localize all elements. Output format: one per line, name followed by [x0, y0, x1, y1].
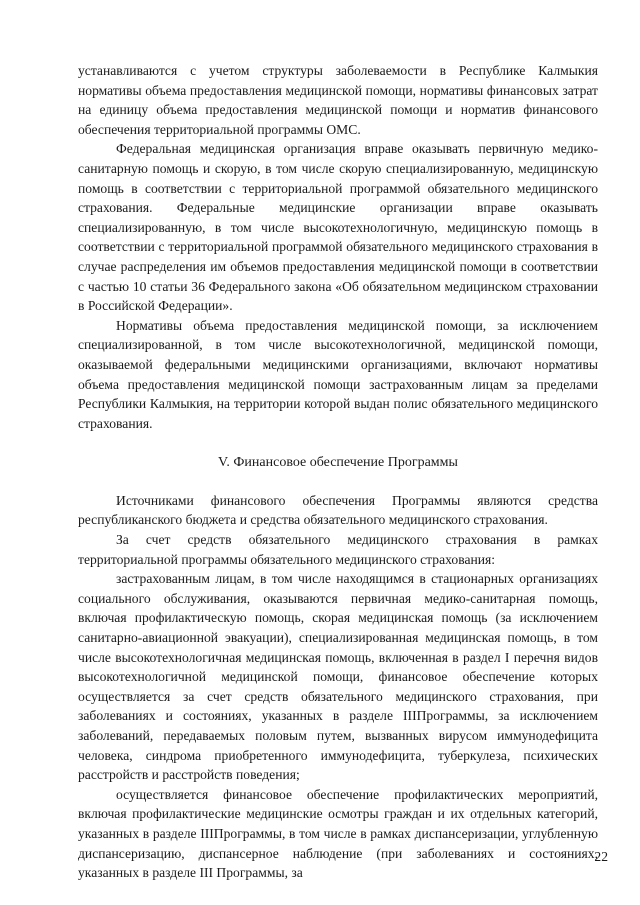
- paragraph: Нормативы объема предоставления медицинской помощи, за исключением специализированной, в том числе высокотехнологичной, медицинской помощи, оказываемой федеральными медицинскими организациями, включают нормативы объема предоставления медицинской помощи застрахованным лицам за пределами Республики Калмыкия, на территории которой выдан полис обязательного медицинского страхования.: [78, 317, 598, 431]
- paragraph: Источниками финансового обеспечения Программы являются средства республиканского бюджета и средства обязательного медицинского страхования.: [78, 492, 598, 528]
- page-body: [78, 61, 598, 883]
- paragraph: Федеральная медицинская организация вправе оказывать первичную медико-санитарную помощь и скорую, в том числе скорую специализированную, медицинскую помощь в соответствии с территориальной программой обязательного медицинского страхования. Федеральные медицинские организации вправе оказывать специализированную, в том числе высокотехнологичную, медицинскую помощь в соответствии с территориальной программой обязательного медицинского страхования в случае распределения им объемов предоставления медицинской помощи в соответствии с частью 10 статьи 36 Федерального закона «Об обязательном медицинском страховании в Российской Федерации».: [78, 141, 598, 314]
- section-heading: V. Финансовое обеспечение Программы: [218, 455, 458, 471]
- paragraph: устанавливаются с учетом структуры заболеваемости в Республике Калмыкия нормативы объема предоставления медицинской помощи, нормативы финансовых затрат на единицу объема предоставления медицинской помощи и норматив финансового обеспечения территориальной программы ОМС.: [78, 63, 598, 137]
- page-number: 22: [594, 849, 608, 864]
- paragraph: осуществляется финансовое обеспечение профилактических мероприятий, включая профилактические медицинские осмотры граждан и их отдельных категорий, указанных в разделе IIIПрограммы, в том числе в рамках диспансеризации, углубленную диспансеризацию, диспансерное наблюдение (при заболеваниях и состояниях, указанных в разделе III Программы, за: [78, 786, 598, 881]
- paragraph: застрахованным лицам, в том числе находящимся в стационарных организациях социального обслуживания, оказываются первичная медико-санитарная помощь, включая профилактическую помощь, скорая медицинская помощь (за исключением санитарно-авиационной эвакуации), специализированная медицинская помощь, в том числе высокотехнологичная медицинская помощь, включенная в раздел I перечня видов высокотехнологичной медицинской помощи, финансовое обеспечение которых осуществляется за счет средств обязательного медицинского страхования, при заболеваниях и состояниях, указанных в разделе IIIПрограммы, за исключением заболеваний, передаваемых половым путем, вызванных вирусом иммунодефицита человека, синдрома приобретенного иммунодефицита, туберкулеза, психических расстройств и расстройств поведения;: [78, 571, 598, 783]
- paragraph: За счет средств обязательного медицинского страхования в рамках территориальной программы обязательного медицинского страхования:: [78, 532, 598, 567]
